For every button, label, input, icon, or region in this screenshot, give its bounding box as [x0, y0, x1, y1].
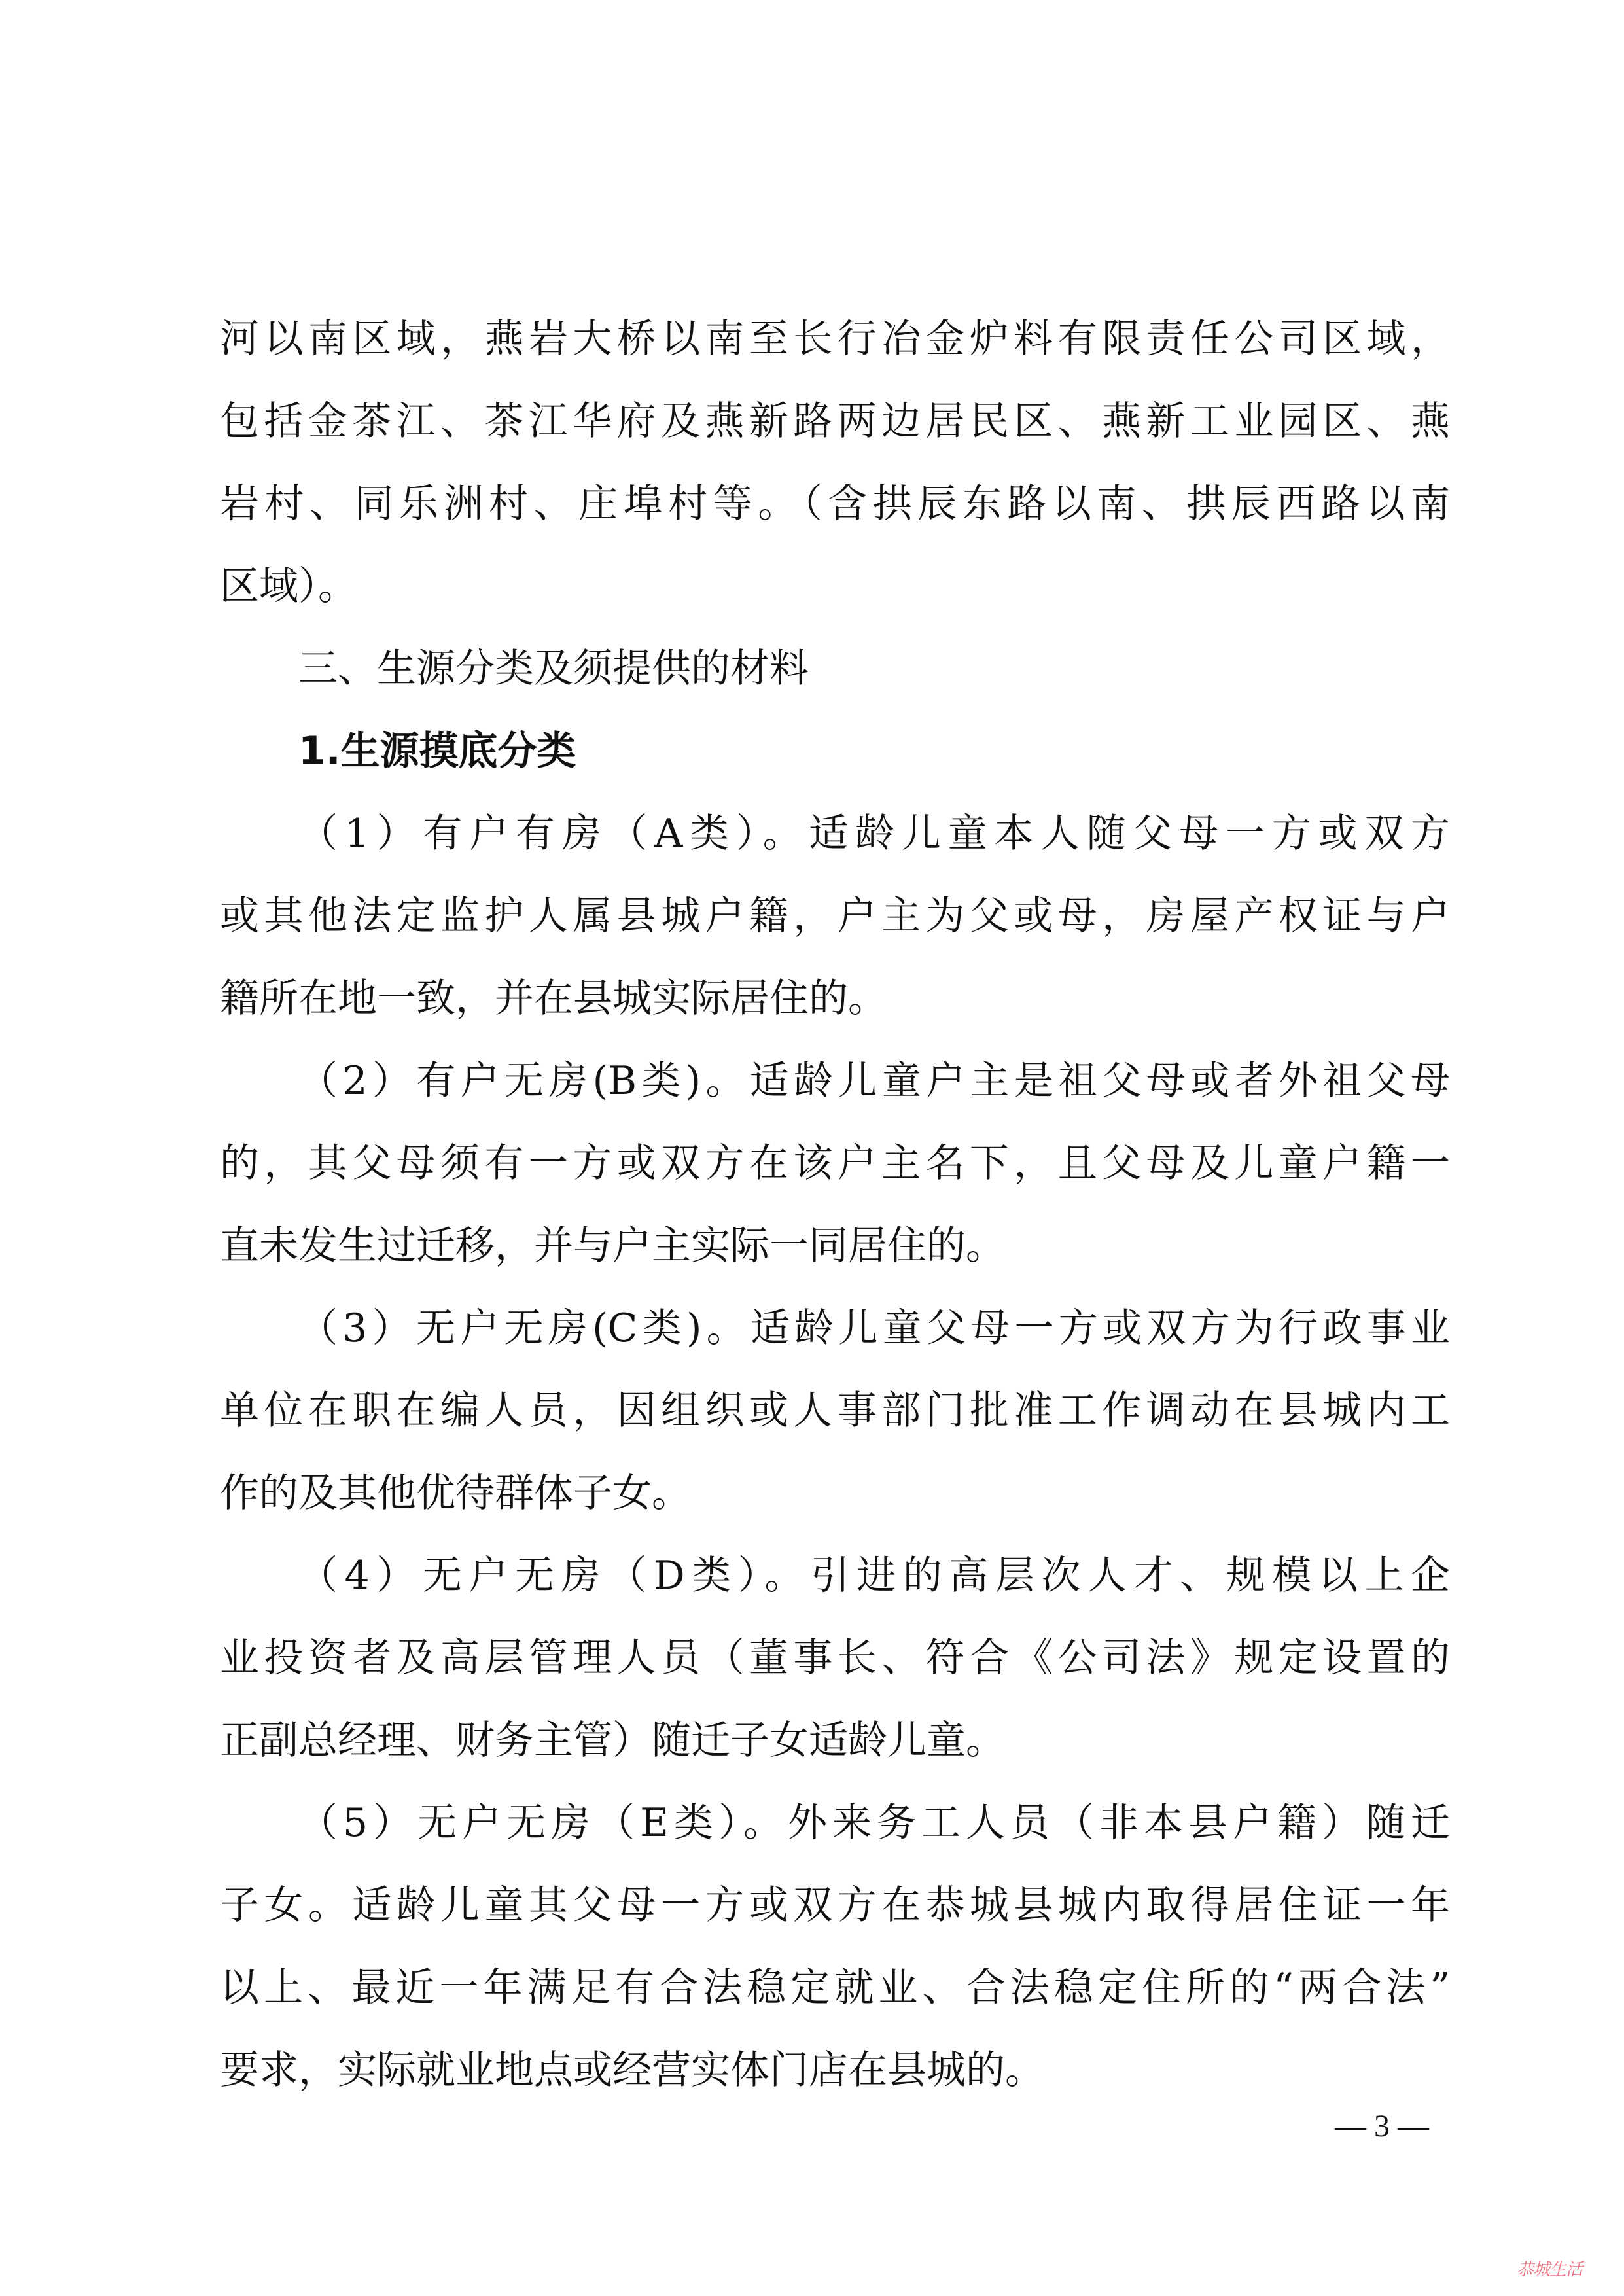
- section-heading: 三、生源分类及须提供的材料: [298, 646, 809, 692]
- watermark-logo: 恭城生活: [1517, 2260, 1583, 2280]
- document-body: [220, 298, 1450, 2111]
- item-line: （1）有户有房（A类）。适龄儿童本人随父母一方或双方: [298, 811, 1450, 857]
- item-line: 的，其父母须有一方或双方在该户主名下，且父母及儿童户籍一: [220, 1140, 1450, 1186]
- item-line: （3）无户无房(C类)。适龄儿童父母一方或双方为行政事业: [298, 1305, 1450, 1351]
- paragraph-line: 包括金茶江、茶江华府及燕新路两边居民区、燕新工业园区、燕: [220, 398, 1450, 444]
- subsection-heading: 1.生源摸底分类: [298, 728, 576, 774]
- item-line: （2）有户无房(B类)。适龄儿童户主是祖父母或者外祖父母: [298, 1058, 1450, 1104]
- item-line: 正副总经理、财务主管）随迁子女适龄儿童。: [220, 1718, 1005, 1763]
- item-line: 业投资者及高层管理人员（董事长、符合《公司法》规定设置的: [220, 1635, 1450, 1681]
- item-line: 要求，实际就业地点或经营实体门店在县城的。: [220, 2047, 1044, 2093]
- paragraph-line: 岩村、同乐洲村、庄埠村等。（含拱辰东路以南、拱辰西路以南: [220, 481, 1450, 527]
- item-line: 子女。适龄儿童其父母一方或双方在恭城县城内取得居住证一年: [220, 1882, 1450, 1928]
- item-line: 单位在职在编人员，因组织或人事部门批准工作调动在县城内工: [220, 1388, 1450, 1434]
- item-line: 作的及其他优待群体子女。: [220, 1470, 691, 1516]
- page-number: — 3 —: [1335, 2109, 1429, 2144]
- item-line: （5）无户无房（E类）。外来务工人员（非本县户籍）随迁: [298, 1800, 1450, 1846]
- item-line: （4）无户无房（D类）。引进的高层次人才、规模以上企: [298, 1553, 1450, 1598]
- paragraph-line: 河以南区域，燕岩大桥以南至长行冶金炉料有限责任公司区域，: [220, 316, 1450, 362]
- item-line: 以上、最近一年满足有合法稳定就业、合法稳定住所的“两合法”: [220, 1965, 1450, 2011]
- paragraph-line: 区域）。: [220, 563, 357, 609]
- item-line: 直未发生过迁移，并与户主实际一同居住的。: [220, 1223, 1005, 1269]
- item-line: 或其他法定监护人属县城户籍，户主为父或母，房屋产权证与户: [220, 893, 1450, 939]
- item-line: 籍所在地一致，并在县城实际居住的。: [220, 976, 887, 1021]
